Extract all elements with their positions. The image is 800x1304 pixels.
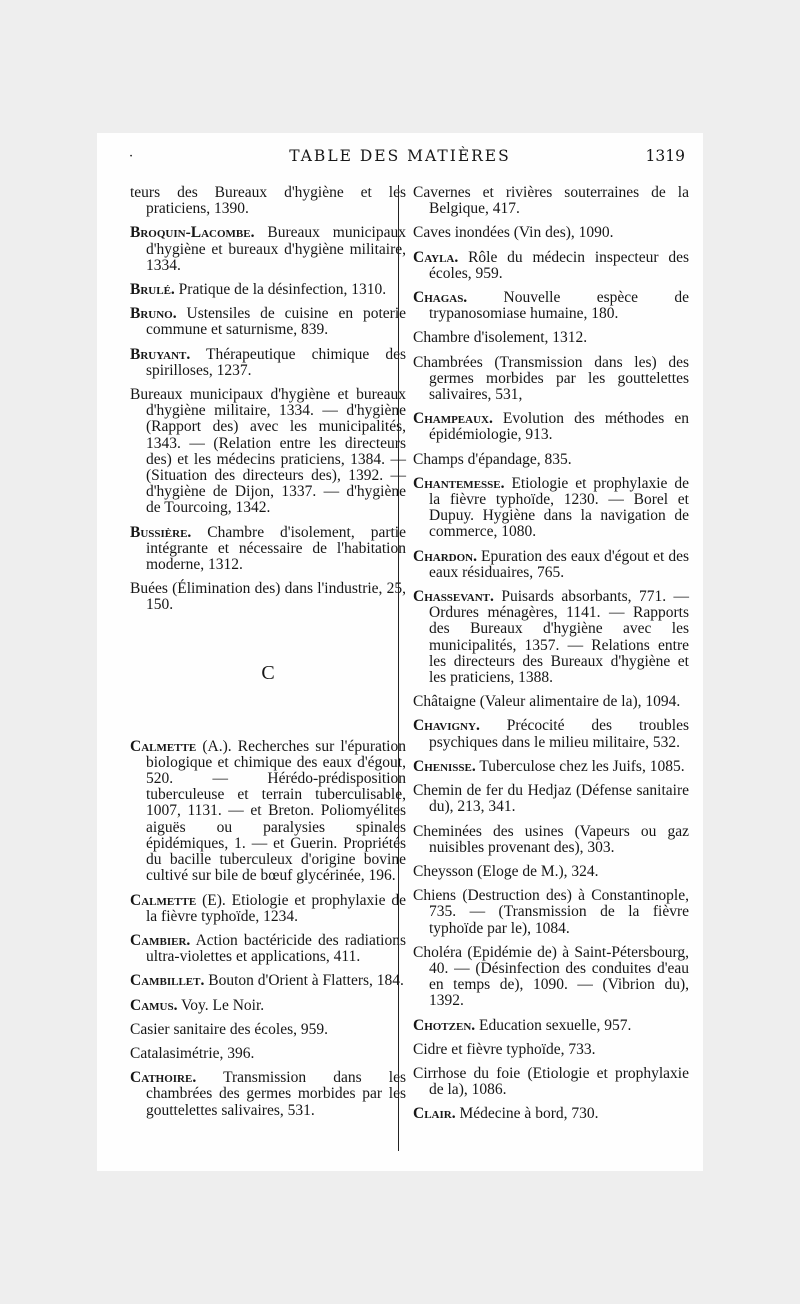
entry-author: Broquin-Lacombe. [130, 224, 255, 242]
entry-author: Chantemesse. [413, 474, 505, 492]
entry-text: Catalasimétrie, 396. [130, 1044, 255, 1062]
index-entry [413, 864, 689, 880]
index-entry [413, 718, 689, 750]
entry-author: Chavigny. [413, 717, 480, 735]
entry-text: Action bactéricide des radiations ultra-violettes et applications, 411. [146, 931, 406, 966]
entry-author: Camus. [130, 996, 178, 1014]
entry-text: Cidre et fièvre typhoïde, 733. [413, 1040, 596, 1058]
entry-author: Champeaux. [413, 410, 493, 428]
index-entry [413, 225, 689, 241]
entry-text: Bouton d'Orient à Flatters, 184. [208, 972, 404, 990]
entry-author: Calmette [130, 737, 197, 755]
entry-text: Puisards absorbants, 771. — Ordures ménagères, 1141. — Rapports des Bureaux d'hygiène avec les municipalités, 1357. — Relations entre les directeurs des Bureaux d'hygiène et les praticiens, 1388. [429, 588, 690, 687]
index-entry [413, 250, 689, 282]
index-entry [130, 282, 406, 298]
index-entry [413, 549, 689, 581]
entry-author: Chenisse. [413, 757, 476, 775]
index-entry [130, 1046, 406, 1062]
entry-text: Voy. Le Noir. [181, 996, 265, 1014]
index-entry [130, 185, 406, 217]
index-entry [413, 330, 689, 346]
entry-author: Calmette [130, 891, 197, 909]
running-title: TABLE DES MATIÈRES [289, 147, 511, 165]
index-entry [413, 355, 689, 404]
index-entry [413, 888, 689, 937]
index-entry [413, 1018, 689, 1034]
index-entry [413, 759, 689, 775]
index-entry [130, 893, 406, 925]
entry-text: Transmission dans les chambrées des germes morbides par les gouttelettes salivaires, 531. [146, 1069, 406, 1119]
entry-author: Chardon. [413, 547, 477, 565]
entry-text: Chambre d'isolement, partie intégrante et nécessaire de l'habitation moderne, 1312. [146, 523, 406, 574]
entry-text: Buées (Élimination des) dans l'industrie, 25, 150. [130, 580, 406, 614]
index-entry [413, 1066, 689, 1098]
index-entry [130, 1070, 406, 1119]
index-entry [413, 476, 689, 541]
entry-text: Médecine à bord, 730. [459, 1105, 599, 1123]
right-column [413, 185, 689, 1131]
index-entry [130, 933, 406, 965]
entry-text: Chiens (Destruction des) à Constantinople, 735. — (Transmission de la fièvre typhoïde par le), 1084. [413, 887, 689, 937]
index-entry [130, 347, 406, 379]
entry-author: Chagas. [413, 289, 468, 307]
entry-text: Nouvelle espèce de trypanosomiase humaine, 180. [429, 289, 690, 323]
entry-text: Education sexuelle, 957. [479, 1016, 632, 1034]
entry-text: Cheminées des usines (Vapeurs ou gaz nuisibles provenant des), 303. [413, 822, 689, 856]
entry-author: Bruno. [130, 305, 177, 323]
entry-author: Chassevant. [413, 588, 494, 606]
entry-text: Choléra (Epidémie de) à Saint-Pétersbourg, 40. — (Désinfection des conduites d'eau en temps de), 1090. — (Vibrion du), 1392. [413, 943, 689, 1010]
right-entries [413, 185, 689, 1123]
index-entry [413, 824, 689, 856]
index-entry [413, 1106, 689, 1122]
entry-text: Bureaux municipaux d'hygiène et bureaux d'hygiène militaire, 1334. [146, 224, 406, 274]
entry-author: Cayla. [413, 248, 459, 266]
index-entry [130, 525, 406, 574]
entry-author: Chotzen. [413, 1016, 476, 1034]
entry-text: Chemin de fer du Hedjaz (Défense sanitaire du), 213, 341. [413, 782, 689, 816]
entry-text: Cheysson (Eloge de M.), 324. [413, 862, 599, 880]
left-entries-before-letter [130, 185, 406, 614]
entry-text: Cavernes et rivières souterraines de la Belgique, 417. [413, 184, 689, 218]
entry-author: Cathoire. [130, 1069, 197, 1087]
index-entry [130, 306, 406, 338]
entry-text: teurs des Bureaux d'hygiène et les praticiens, 1390. [130, 184, 406, 218]
index-entry [130, 739, 406, 885]
index-entry [413, 945, 689, 1010]
left-column [130, 185, 406, 1127]
section-letter: C [261, 661, 275, 684]
entry-author: Bruyant. [130, 345, 191, 363]
entry-text: Cirrhose du foie (Etiologie et prophylaxie de la), 1086. [413, 1064, 689, 1099]
index-entry [130, 225, 406, 274]
entry-author: Clair. [413, 1105, 456, 1123]
index-entry [413, 783, 689, 815]
entry-author: Brulé. [130, 281, 175, 299]
entry-author: Cambier. [130, 931, 191, 949]
index-entry [130, 973, 406, 989]
index-entry [413, 411, 689, 443]
entry-text: Rôle du médecin inspecteur des écoles, 959. [429, 248, 689, 282]
entry-text: Etiologie et prophylaxie de la fièvre typhoïde, 1230. — Borel et Dupuy. Hygiène dans la navigation de commerce, 1080. [429, 474, 689, 541]
index-entry [130, 581, 406, 613]
index-entry [413, 1042, 689, 1058]
book-page [97, 133, 703, 1171]
page-header [97, 145, 703, 175]
entry-text: Châtaigne (Valeur alimentaire de la), 1094. [413, 693, 681, 711]
entry-text: Thérapeutique chimique des spirilloses, 1237. [146, 345, 406, 379]
entry-text: Ustensiles de cuisine en poterie commune et saturnisme, 839. [146, 305, 407, 339]
entry-text: Chambre d'isolement, 1312. [413, 329, 588, 347]
left-entries-after-letter [130, 739, 406, 1119]
entry-text: Bureaux municipaux d'hygiène et bureaux d'hygiène militaire, 1334. — d'hygiène (Rapport des) avec les municipalités, 1343. — (Relation entre les directeurs des) et les médecins praticiens, 1384. — (Situation des directeurs des), 1392. — d'hygiène de Dijon, 1337. — d'hygiène de Tourcoing, 1342. [130, 386, 406, 517]
entry-text: Chambrées (Transmission dans les) des germes morbides par les gouttelettes salivaires, 531, [413, 353, 689, 404]
index-entry [413, 452, 689, 468]
entry-text: Casier sanitaire des écoles, 959. [130, 1020, 328, 1038]
entry-text: Caves inondées (Vin des), 1090. [413, 224, 614, 242]
entry-text: Pratique de la désinfection, 1310. [178, 281, 387, 299]
index-entry [413, 185, 689, 217]
index-entry [413, 589, 689, 686]
entry-author: Cambillet. [130, 972, 205, 990]
column-divider [398, 185, 399, 1151]
entry-text: (E). Etiologie et prophylaxie de la fièvre typhoïde, 1234. [146, 891, 406, 925]
entry-text: Evolution des méthodes en épidémiologie, 913. [429, 410, 689, 444]
entry-text: Tuberculose chez les Juifs, 1085. [479, 757, 685, 775]
index-entry [130, 998, 406, 1014]
index-entry [130, 387, 406, 517]
index-entry [413, 290, 689, 322]
index-entry [130, 1022, 406, 1038]
entry-text: Epuration des eaux d'égout et des eaux résiduaires, 765. [429, 547, 689, 581]
entry-text: (A.). Recherches sur l'épuration biologique et chimique des eaux d'égout, 520. — Hérédo-prédisposition tuberculeuse et terrain tuberculisable, 1007, 1131. — et Breton. Poliomyélites aiguës ou paralysies spinales épidémiques, 1. — et Guerin. Propriétés du bacille tuberculeux d'origine bovine cultivé sur bile de bœuf glycérinée, 196. [146, 737, 406, 885]
index-entry [413, 694, 689, 710]
entry-author: Bussière. [130, 523, 192, 541]
entry-text: Champs d'épandage, 835. [413, 450, 572, 468]
page-number: 1319 [645, 147, 685, 165]
header-dot: · [129, 149, 134, 164]
entry-text: Précocité des troubles psychiques dans le milieu militaire, 532. [429, 717, 689, 751]
